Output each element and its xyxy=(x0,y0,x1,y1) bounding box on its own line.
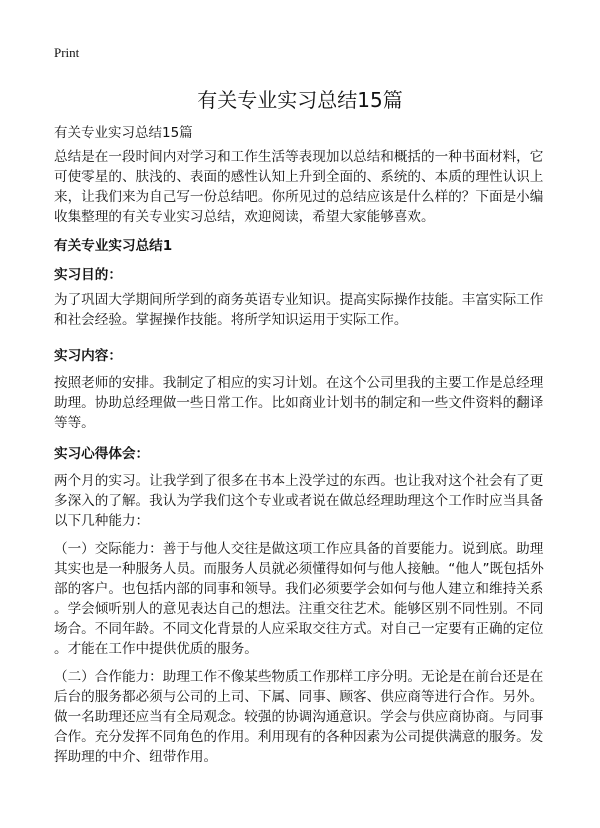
text-line: 后台的服务都必须与公司的上司、下属、同事、顾客、供应商等进行合作。另外。 xyxy=(54,689,544,705)
text-line: 挥助理的中介、纽带作用。 xyxy=(54,749,218,765)
text-line: 两个月的实习。让我学到了很多在书本上没学过的东西。也让我对这个社会有了更 xyxy=(54,473,544,489)
print-link[interactable]: Print xyxy=(54,45,80,60)
content-paragraph xyxy=(54,373,543,433)
text-line: （一）交际能力：善于与他人交往是做这项工作应具备的首要能力。说到底。助理 xyxy=(54,541,544,557)
text-line: 和社会经验。掌握操作技能。将所学知识运用于实际工作。 xyxy=(54,312,408,328)
text-line: 来，让我们来为自己写一份总结吧。你所见过的总结应该是什么样的？下面是小编 xyxy=(54,189,544,205)
text-line: 为了巩固大学期间所学到的商务英语专业知识。提高实际操作技能。丰富实际工作 xyxy=(54,292,544,308)
page-title: 有关专业实习总结15篇 xyxy=(197,88,403,112)
text-line: 以下几种能力： xyxy=(54,513,150,529)
purpose-paragraph xyxy=(54,290,543,330)
text-line: 合作。充分发挥不同角色的作用。利用现有的各种因素为公司提供满意的服务。发 xyxy=(54,729,544,745)
text-line: 。才能在工作中提供优质的服务。 xyxy=(54,641,258,657)
text-line: 多深入的了解。我认为学我们这个专业或者说在做总经理助理这个工作时应当具备 xyxy=(54,493,544,509)
text-line: （二）合作能力：助理工作不像某些物质工作那样工序分明。无论是在前台还是在 xyxy=(54,669,544,685)
ability2-paragraph xyxy=(54,667,543,767)
text-line: 按照老师的安排。我制定了相应的实习计划。在这个公司里我的主要工作是总经理 xyxy=(54,375,544,391)
intro-paragraph xyxy=(54,147,543,227)
text-line: 其实也是一种服务人员。而服务人员就必须懂得如何与他人接触。“他人”既包括外 xyxy=(54,561,544,577)
text-line: 。学会倾听别人的意见表达自己的想法。注重交往艺术。能够区别不同性别。不同 xyxy=(54,601,544,617)
ability1-paragraph xyxy=(54,539,544,659)
text-line: 部的客户。也包括内部的同事和领导。我们必须要学会如何与他人建立和维持关系 xyxy=(54,581,544,597)
text-line: 做一名助理还应当有全局观念。较强的协调沟通意识。学会与供应商协商。与同事 xyxy=(54,709,544,725)
text-line: 等等。 xyxy=(54,415,95,431)
subtitle: 有关专业实习总结15篇 xyxy=(54,125,193,141)
text-line: 助理。协助总经理做一些日常工作。比如商业计划书的制定和一些文件资料的翻译 xyxy=(54,395,544,411)
experience-paragraph xyxy=(54,471,543,531)
text-line: 总结是在一段时间内对学习和工作生活等表现加以总结和概括的一种书面材料，它 xyxy=(54,149,544,165)
purpose-heading: 实习目的： xyxy=(54,267,122,283)
text-line: 可使零星的、肤浅的、表面的感性认知上升到全面的、系统的、本质的理性认识上 xyxy=(54,169,544,185)
text-line: 场合。不同年龄。不同文化背景的人应采取交往方式。对自己一定要有正确的定位 xyxy=(54,621,544,637)
section-heading: 有关专业实习总结1 xyxy=(54,238,173,254)
text-line: 收集整理的有关专业实习总结，欢迎阅读，希望大家能够喜欢。 xyxy=(54,209,435,225)
experience-heading: 实习心得体会： xyxy=(54,446,150,462)
content-heading: 实习内容： xyxy=(54,348,122,364)
